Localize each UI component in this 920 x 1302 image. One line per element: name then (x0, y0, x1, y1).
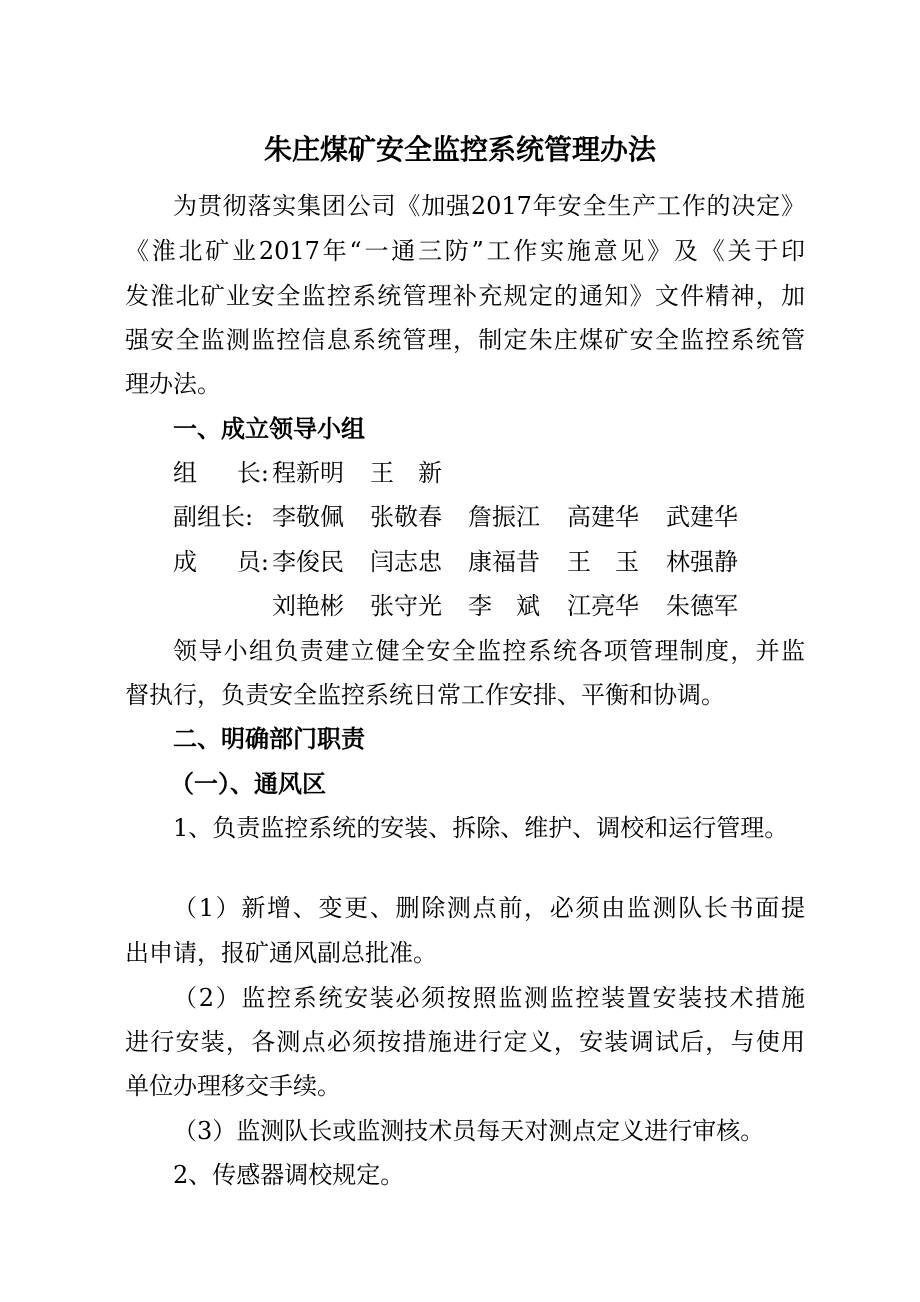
deputy-name: 张敬春 (370, 503, 442, 531)
member-row (0, 591, 920, 621)
duty-line-2: 督执行，负责安全监控系统日常工作安排、平衡和协调。 (125, 681, 725, 709)
section2-heading: 二、明确部门职责 (173, 724, 365, 753)
intro-line-4: 强安全监测监控信息系统管理，制定朱庄煤矿安全监控系统管 (125, 326, 805, 354)
member-name: 康福昔 (468, 548, 540, 576)
deputy-name: 武建华 (666, 503, 738, 531)
deputy-name: 李敬佩 (272, 503, 344, 531)
member-name: 李俊民 (272, 548, 344, 576)
intro-line-5: 理办法。 (125, 370, 221, 398)
sub2-line-1: （2）监控系统安装必须按照监测监控装置安装技术措施 (173, 984, 805, 1012)
section2-subheading: （一）、通风区 (170, 769, 326, 798)
sub2-line-2: 进行安装，各测点必须按措施进行定义，安装调试后，与使用 (125, 1028, 805, 1056)
deputy-label: 副组长: (173, 503, 254, 531)
member-label: 成 员: (173, 548, 269, 576)
member-name: 朱德军 (666, 592, 738, 620)
member-name: 张守光 (370, 592, 442, 620)
intro-line-1: 为贯彻落实集团公司《加强2017年安全生产工作的决定》 (173, 192, 805, 220)
leader-label: 组 长: (173, 459, 269, 487)
sub1-line-2: 出申请，报矿通风副总批准。 (125, 939, 437, 967)
member-row (0, 547, 920, 577)
intro-line-3: 发淮北矿业安全监控系统管理补充规定的通知》文件精神，加 (125, 282, 805, 310)
document-title: 朱庄煤矿安全监控系统管理办法 (263, 133, 656, 166)
sub1-line-1: （1）新增、变更、删除测点前，必须由监测队长书面提 (173, 894, 805, 922)
deputy-row (0, 502, 920, 532)
section1-heading: 一、成立领导小组 (173, 414, 365, 443)
deputy-name: 高建华 (567, 503, 639, 531)
leader-name: 王 新 (370, 459, 442, 487)
member-name: 林强静 (666, 548, 738, 576)
member-name: 李 斌 (468, 592, 540, 620)
sub2-line-3: 单位办理移交手续。 (125, 1072, 341, 1100)
member-name: 江亮华 (567, 592, 639, 620)
member-name: 王 玉 (567, 548, 639, 576)
member-name: 闫志忠 (370, 548, 442, 576)
item-2: 2、传感器调校规定。 (173, 1161, 405, 1189)
member-name: 刘艳彬 (272, 592, 344, 620)
leader-name: 程新明 (272, 459, 344, 487)
leader-row (0, 458, 920, 488)
sub3-line: （3）监测队长或监测技术员每天对测点定义进行审核。 (173, 1117, 765, 1145)
item-1: 1、负责监控系统的安装、拆除、维护、调校和运行管理。 (173, 814, 789, 842)
intro-line-2: 《淮北矿业2017年“一通三防”工作实施意见》及《关于印 (125, 237, 805, 265)
deputy-name: 詹振江 (468, 503, 540, 531)
duty-line-1: 领导小组负责建立健全安全监控系统各项管理制度，并监 (173, 637, 805, 665)
